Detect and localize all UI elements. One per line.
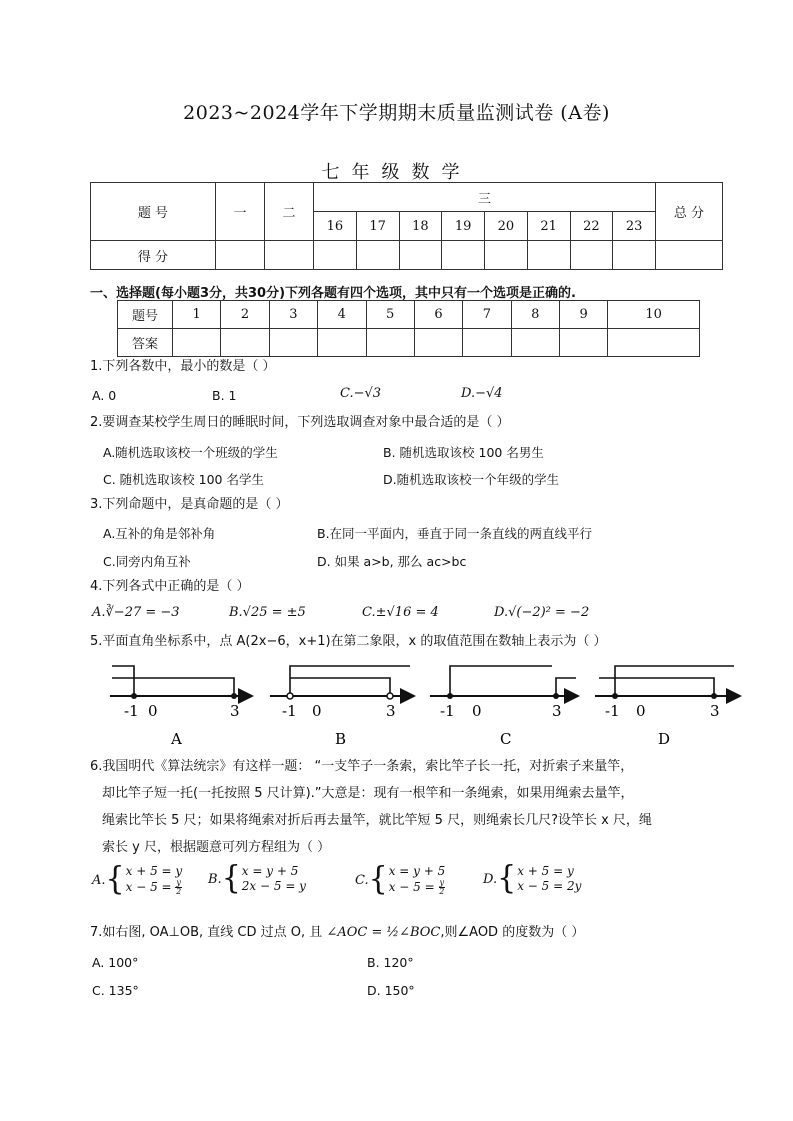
answer-num: 8 <box>511 301 559 329</box>
score-sub-17: 17 <box>356 212 399 241</box>
q4-option-d: D.√(−2)² = −2 <box>494 605 590 620</box>
q7-option-a: A. 100° <box>92 955 139 970</box>
exam-title: 2023~2024学年下学期期末质量监测试卷 (A卷) <box>183 102 610 124</box>
option-label-b: B <box>335 730 347 748</box>
score-sub-21: 21 <box>527 212 570 241</box>
answer-q-label: 题号 <box>118 301 173 329</box>
tick-label: -1 <box>605 702 620 720</box>
q5-stem: 5.平面直角坐标系中，点 A(2x−6，x+1)在第二象限，x 的取值范围在数轴上表示为（ ） <box>90 634 607 649</box>
answer-cell[interactable] <box>463 329 511 357</box>
answer-cell[interactable] <box>221 329 269 357</box>
score-col-three: 三 <box>314 183 656 212</box>
q2-stem: 2.要调查某校学生周日的睡眠时间，下列选取调查对象中最合适的是（ ） <box>90 415 510 430</box>
section1-heading: 一、选择题(每小题3分，共30分)下列各题有四个选项，其中只有一个选项是正确的. <box>90 286 576 301</box>
q1-option-b: B. 1 <box>212 388 237 403</box>
q1-stem: 1.下列各数中，最小的数是（ ） <box>90 359 276 374</box>
answer-cell[interactable] <box>318 329 366 357</box>
q6-option-b: B. { x = y + 5 2x − 5 = y <box>208 860 306 897</box>
q1-option-c: C.−√3 <box>340 386 382 401</box>
tick-label: 3 <box>710 702 720 720</box>
q4-option-b: B.√25 = ±5 <box>229 605 306 620</box>
q2-option-b: B. 随机选取该校 100 名男生 <box>383 445 544 460</box>
score-table <box>90 182 723 270</box>
answer-cell[interactable] <box>608 329 700 357</box>
score-sub-19: 19 <box>442 212 485 241</box>
q5-number-lines <box>90 658 750 748</box>
tick-label: -1 <box>440 702 455 720</box>
option-label-a: A <box>171 730 182 748</box>
q2-option-a: A.随机选取该校一个班级的学生 <box>103 445 278 460</box>
answer-table <box>117 300 700 357</box>
score-row-label: 得 分 <box>91 241 216 270</box>
score-col-total: 总 分 <box>656 183 723 241</box>
q1-option-a: A. 0 <box>92 388 117 403</box>
tick-label: -1 <box>282 702 297 720</box>
number-line-c[interactable] <box>430 666 578 748</box>
answer-a-label: 答案 <box>118 329 173 357</box>
score-col-two: 二 <box>265 183 314 241</box>
q2-option-d: D.随机选取该校一个年级的学生 <box>383 472 560 487</box>
q6-line3: 绳索比竿长 5 尺；如果将绳索对折后再去量竿，就比竿短 5 尺，则绳索长几尺?设竿长 x 尺，绳 <box>102 813 652 828</box>
q4-option-c: C.±√16 = 4 <box>362 605 439 620</box>
tick-label: 0 <box>312 702 322 720</box>
score-cell[interactable] <box>399 241 442 270</box>
q3-stem: 3.下列命题中，是真命题的是（ ） <box>90 497 289 512</box>
q6-option-d: D. { x + 5 = y x − 5 = 2y <box>483 860 582 897</box>
q1-option-d: D.−√4 <box>461 386 503 401</box>
q7-option-b: B. 120° <box>367 955 414 970</box>
q6-line4: 索长 y 尺，根据题意可列方程组为（ ） <box>102 840 331 855</box>
score-sub-23: 23 <box>613 212 656 241</box>
score-col-one: 一 <box>216 183 265 241</box>
number-line-a[interactable] <box>110 666 252 748</box>
answer-num: 3 <box>269 301 317 329</box>
answer-cell[interactable] <box>414 329 462 357</box>
tick-label: -1 <box>124 702 139 720</box>
q2-option-c: C. 随机选取该校 100 名学生 <box>103 472 264 487</box>
answer-num: 5 <box>366 301 414 329</box>
q3-option-b: B.在同一平面内，垂直于同一条直线的两直线平行 <box>317 526 593 541</box>
q7-stem-math: ∠AOC = ½∠BOC <box>326 925 441 940</box>
tick-label: 0 <box>472 702 482 720</box>
score-sub-20: 20 <box>485 212 528 241</box>
q3-option-c: C.同旁内角互补 <box>103 554 191 569</box>
answer-cell[interactable] <box>366 329 414 357</box>
q4-stem: 4.下列各式中正确的是（ ） <box>90 579 250 594</box>
score-sub-18: 18 <box>399 212 442 241</box>
tick-label: 3 <box>386 702 396 720</box>
answer-num: 7 <box>463 301 511 329</box>
q7-option-c: C. 135° <box>92 983 139 998</box>
q6-option-a: A. { x + 5 = y x − 5 = $\frac{y}{2}$ <box>92 861 183 898</box>
score-cell[interactable] <box>314 241 357 270</box>
score-cell[interactable] <box>656 241 723 270</box>
answer-num: 2 <box>221 301 269 329</box>
score-cell[interactable] <box>265 241 314 270</box>
answer-num: 6 <box>414 301 462 329</box>
answer-num: 4 <box>318 301 366 329</box>
score-cell[interactable] <box>356 241 399 270</box>
score-sub-16: 16 <box>314 212 357 241</box>
answer-cell[interactable] <box>511 329 559 357</box>
q3-option-a: A.互补的角是邻补角 <box>103 526 216 541</box>
q7-option-d: D. 150° <box>367 983 415 998</box>
answer-num: 1 <box>173 301 221 329</box>
q4-option-a: A.∛−27 = −3 <box>92 605 180 620</box>
tick-label: 3 <box>552 702 562 720</box>
score-cell[interactable] <box>442 241 485 270</box>
q6-line1: 6.我国明代《算法统宗》有这样一题： “一支竿子一条索，索比竿子长一托，对折索子来量竿， <box>90 759 634 774</box>
q6-line2: 却比竿子短一托(一托按照 5 尺计算).”大意是：现有一根竿和一条绳索，如果用绳索去量竿， <box>102 786 634 801</box>
answer-num: 9 <box>560 301 608 329</box>
option-label-c: C <box>500 730 512 748</box>
score-cell[interactable] <box>613 241 656 270</box>
answer-num: 10 <box>608 301 700 329</box>
number-line-b[interactable] <box>270 666 414 748</box>
score-sub-22: 22 <box>570 212 613 241</box>
score-cell[interactable] <box>485 241 528 270</box>
score-col-label: 题 号 <box>91 183 216 241</box>
option-label-d: D <box>658 730 671 748</box>
tick-label: 0 <box>148 702 158 720</box>
answer-cell[interactable] <box>173 329 221 357</box>
q7-stem: 7.如右图, OA⊥OB, 直线 CD 过点 O, 且 ∠AOC = ½∠BOC,则∠AOD 的度数为（ ） <box>90 925 585 940</box>
tick-label: 3 <box>230 702 240 720</box>
q6-option-c: C. { x = y + 5 x − 5 = $\frac{y}{2}$ <box>355 861 446 898</box>
score-cell[interactable] <box>216 241 265 270</box>
score-cell[interactable] <box>527 241 570 270</box>
answer-cell[interactable] <box>269 329 317 357</box>
tick-label: 0 <box>636 702 646 720</box>
answer-cell[interactable] <box>560 329 608 357</box>
score-cell[interactable] <box>570 241 613 270</box>
exam-subtitle: 七年级数学 <box>321 162 472 183</box>
q3-option-d: D. 如果 a>b, 那么 ac>bc <box>317 554 467 569</box>
number-line-d[interactable] <box>595 666 740 748</box>
